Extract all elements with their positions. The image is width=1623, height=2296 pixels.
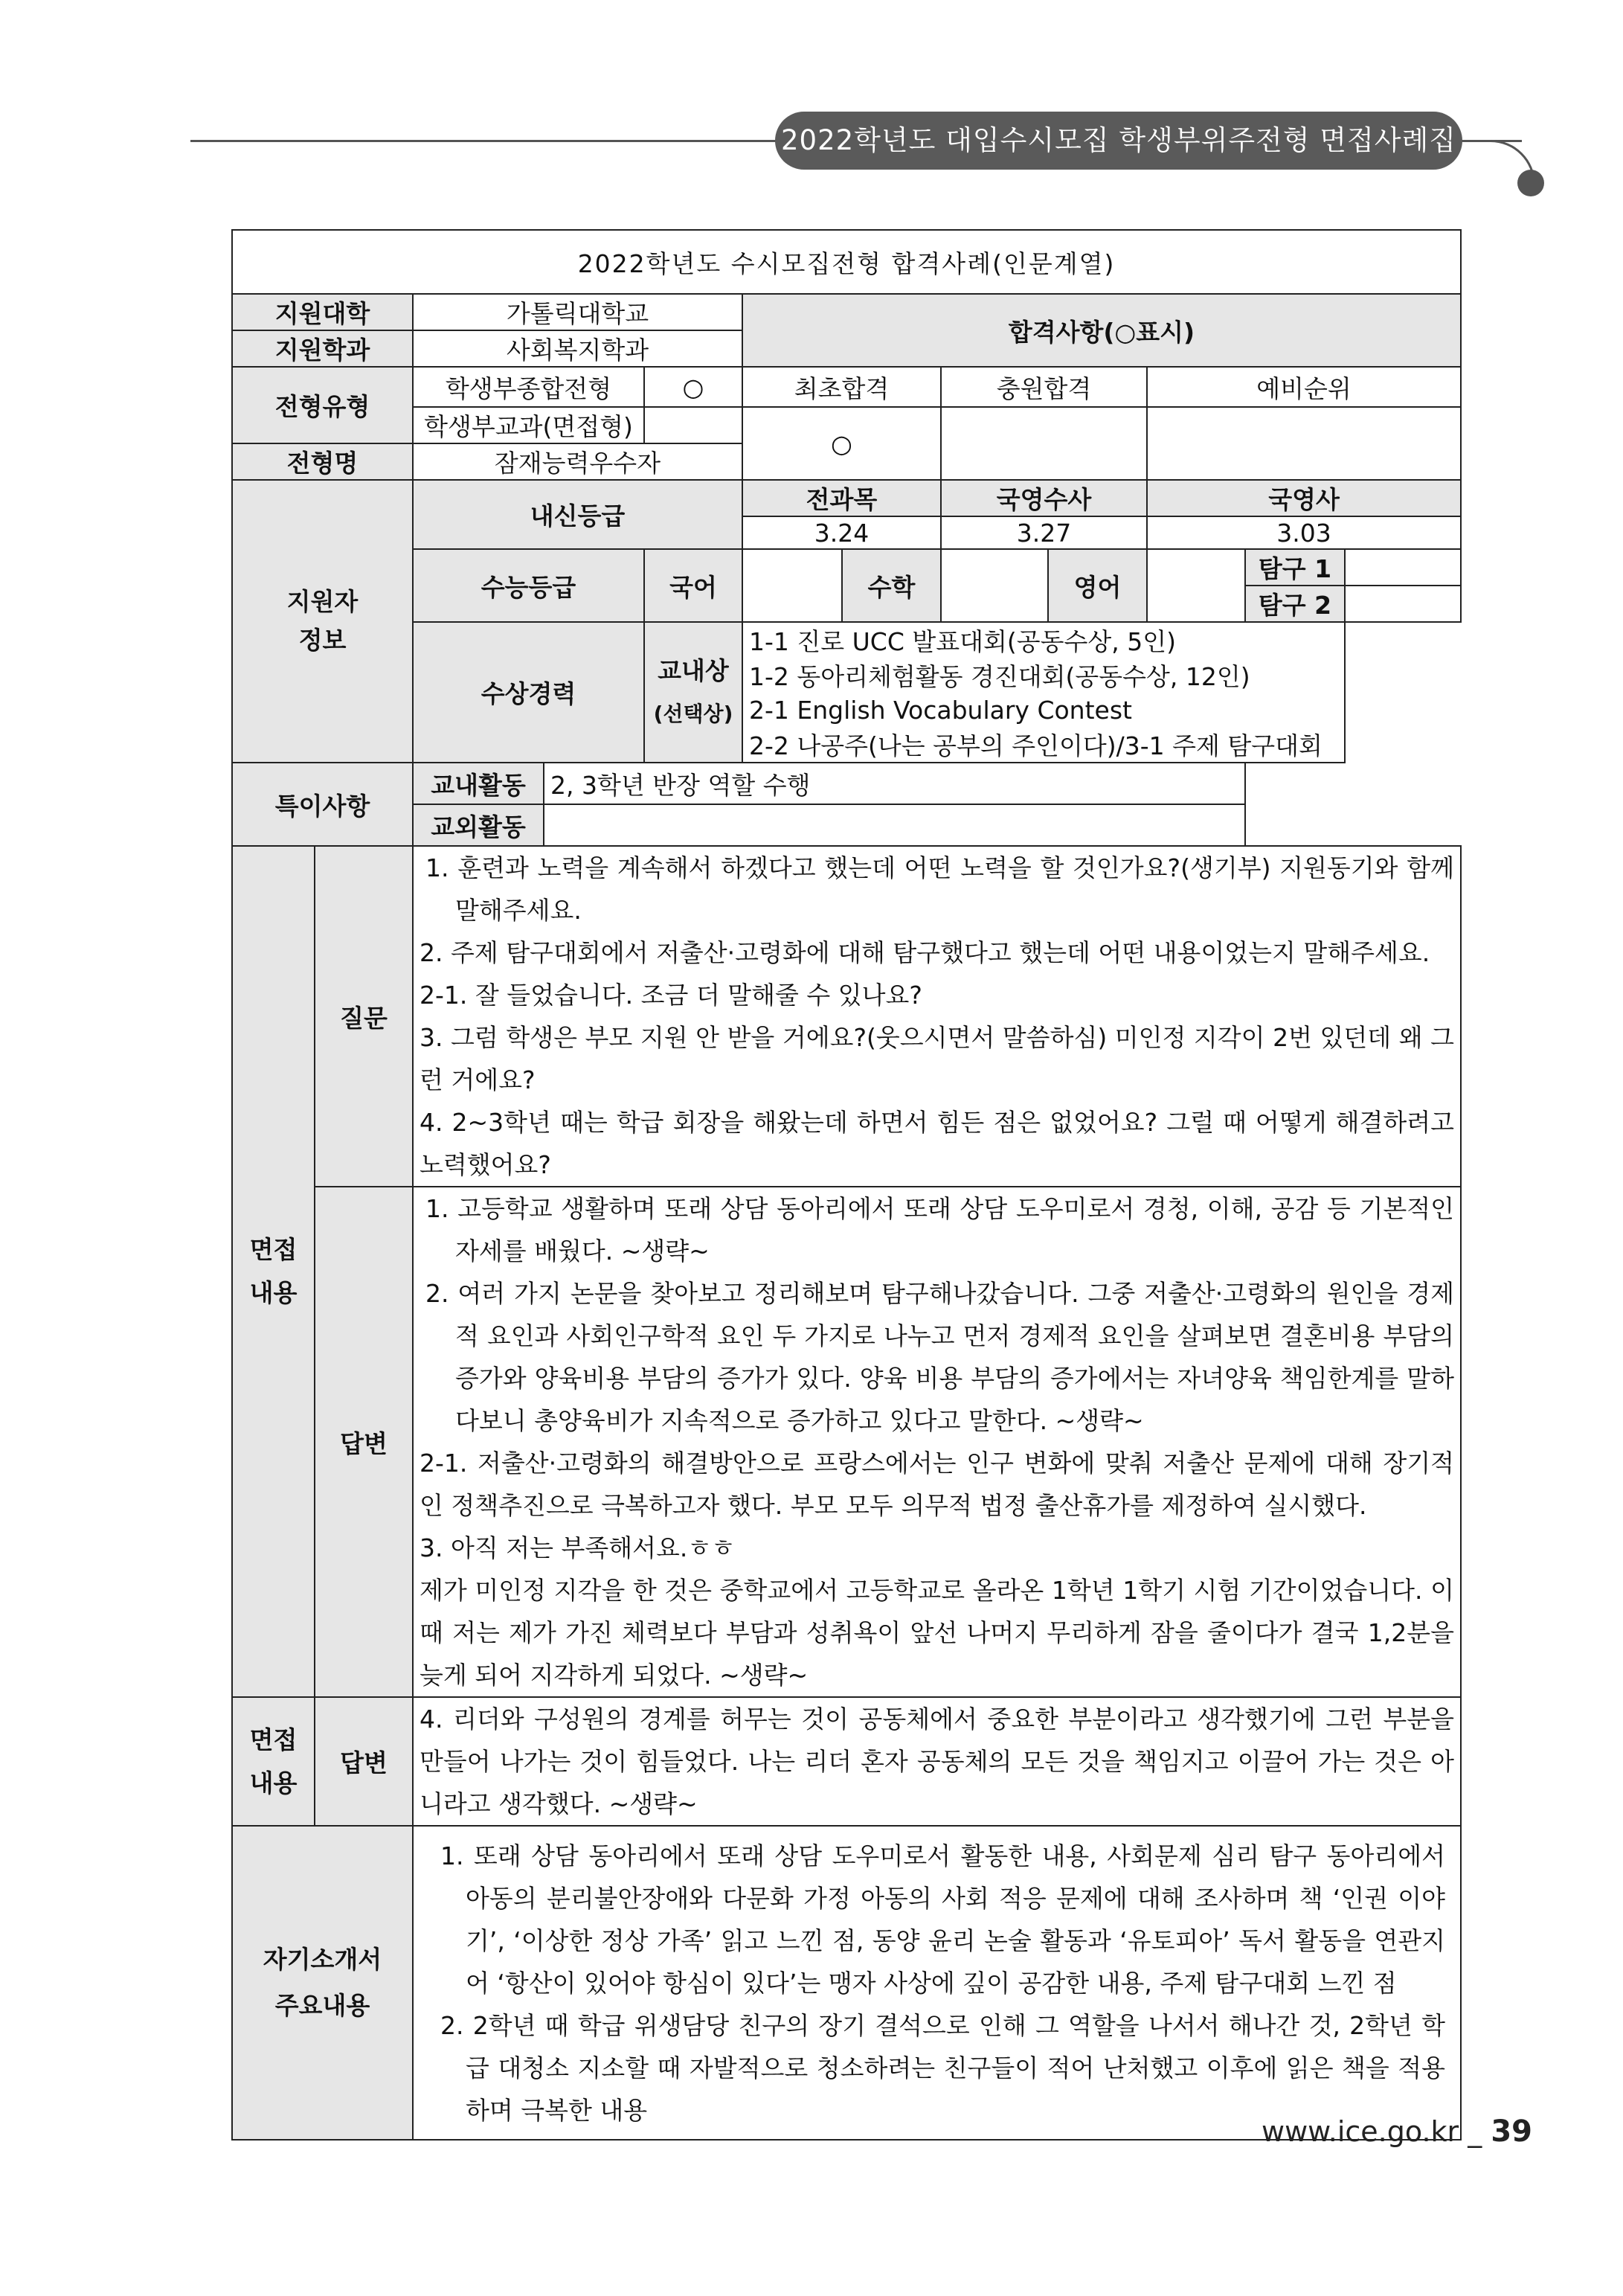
csat-inquiry-1-value — [1345, 549, 1461, 586]
answer-2-1: 2-1. 저출산·고령화의 해결방안으로 프랑스에서는 인구 변화에 맞춰 저출산 문제에 대해 장기적인 정책추진으로 극복하고자 했다. 부모 모두 의무적 법정 출산휴가를 제정하여 실시했다. — [420, 1449, 1455, 1520]
award-item-1: 1-1 진로 UCC 발표대회(공동수상, 5인) — [742, 622, 1345, 658]
answer-label: 답변 — [315, 1187, 413, 1697]
csat-english-label: 영어 — [1048, 549, 1147, 622]
question-4: 4. 2~3학년 때는 학급 회장을 해왔는데 하면서 힘든 점은 없었어요? 그럴 때 어떻게 해결하려고 노력했어요? — [420, 1108, 1455, 1179]
in-activity-label: 교내활동 — [413, 763, 544, 804]
essay-label — [232, 1826, 413, 2140]
univ-label: 지원대학 — [232, 294, 413, 330]
answer2-label: 답변 — [315, 1697, 413, 1826]
interview2-label-line-2: 내용 — [249, 1768, 298, 1798]
type-option-2-mark — [644, 407, 742, 443]
special-label: 특이사항 — [232, 763, 413, 846]
csat-inquiry-1-label: 탐구 1 — [1245, 549, 1345, 586]
document-title: 2022학년도 수시모집전형 합격사례(인문계열) — [232, 230, 1461, 294]
gpa-col-kes: 국영사 — [1147, 480, 1461, 516]
answer-1: 1. 고등학교 생활하며 또래 상담 동아리에서 또래 상담 도우미로서 경청, 이해, 공감 등 기본적인 자세를 배웠다. ~생략~ — [425, 1194, 1455, 1266]
essay-label-line-1: 자기소개서 — [263, 1945, 382, 1974]
csat-inquiry-2-label: 탐구 2 — [1245, 586, 1345, 622]
award-school-label — [644, 622, 742, 763]
header-dot — [1517, 170, 1544, 196]
gpa-value-kes: 3.03 — [1147, 516, 1461, 549]
award-item-2: 1-2 동아리체험활동 경진대회(공동수상, 12인) — [742, 658, 1345, 693]
award-label: 수상경력 — [413, 622, 644, 763]
answers-cell — [413, 1187, 1461, 1697]
essay-label-line-2: 주요내용 — [274, 1991, 370, 2020]
csat-korean-value — [742, 549, 842, 622]
result-col-waitlist: 예비순위 — [1147, 367, 1461, 407]
interview2-label-line-1: 면접 — [249, 1725, 298, 1754]
applicant-info-label — [232, 480, 413, 763]
result-label: 합격사항(○표시) — [742, 294, 1461, 367]
csat-math-label: 수학 — [842, 549, 941, 622]
type-option-2: 학생부교과(면접형) — [413, 407, 644, 443]
csat-label: 수능등급 — [413, 549, 644, 622]
gpa-col-all: 전과목 — [742, 480, 941, 516]
footer-site: www.ice.go.kr _ — [1262, 2115, 1491, 2148]
interview-label-line-1: 면접 — [249, 1235, 298, 1264]
dept-label: 지원학과 — [232, 330, 413, 367]
essay-cell — [413, 1826, 1461, 2140]
interview2-label — [232, 1697, 315, 1826]
csat-english-value — [1147, 549, 1245, 622]
question-2: 2. 주제 탐구대회에서 저출산·고령화에 대해 탐구했다고 했는데 어떤 내용이었는지 말해주세요. — [420, 938, 1430, 967]
award-school-label-2: (선택상) — [653, 701, 733, 726]
name-label: 전형명 — [232, 443, 413, 480]
result-col-additional: 충원합격 — [941, 367, 1147, 407]
answer-3-detail: 제가 미인정 지각을 한 것은 중학교에서 고등학교로 올라온 1학년 1학기 시험 기간이었습니다. 이때 저는 제가 가진 체력보다 부담과 성취욕이 앞선 나머지 무리하게 잠을 줄이다가 결국 1,2분을 늦게 되어 지각하게 되었다. ~생략~ — [420, 1576, 1455, 1690]
interview-label — [232, 846, 315, 1697]
gpa-col-kems: 국영수사 — [941, 480, 1147, 516]
question-3: 3. 그럼 학생은 부모 지원 안 받을 거에요?(웃으시면서 말씀하심) 미인정 지각이 2번 있던데 왜 그런 거에요? — [420, 1023, 1455, 1094]
dept-value: 사회복지학과 — [413, 330, 742, 367]
out-activity-label: 교외활동 — [413, 804, 544, 846]
essay-item-2: 2. 2학년 때 학급 위생담당 친구의 장기 결석으로 인해 그 역할을 나서서 해나간 것, 2학년 학급 대청소 지소할 때 자발적으로 청소하려는 친구들이 적어 난처했고 이후에 읽은 책을 적용하며 극복한 내용 — [440, 2010, 1446, 2125]
out-activity-value — [544, 804, 1245, 846]
questions-cell — [413, 846, 1461, 1187]
name-value: 잠재능력우수자 — [413, 443, 742, 480]
result-mark-initial: ○ — [742, 407, 941, 480]
page-footer — [1262, 2114, 1532, 2149]
in-activity-value: 2, 3학년 반장 역할 수행 — [544, 763, 1245, 804]
type-option-1: 학생부종합전형 — [413, 367, 644, 407]
result-mark-additional — [941, 407, 1147, 480]
gpa-value-all: 3.24 — [742, 516, 941, 549]
gpa-value-kems: 3.27 — [941, 516, 1147, 549]
type-option-1-mark: ○ — [644, 367, 742, 407]
award-item-3: 2-1 English Vocabulary Contest — [742, 693, 1345, 727]
gpa-label: 내신등급 — [413, 480, 742, 549]
question-1: 1. 훈련과 노력을 계속해서 하겠다고 했는데 어떤 노력을 할 것인가요?(생기부) 지원동기와 함께 말해주세요. — [425, 853, 1455, 925]
csat-korean-label: 국어 — [644, 549, 742, 622]
page-number: 39 — [1491, 2114, 1532, 2149]
applicant-label-line-2: 정보 — [298, 626, 347, 655]
essay-item-1: 1. 또래 상담 동아리에서 또래 상담 도우미로서 활동한 내용, 사회문제 심리 탐구 동아리에서 아동의 분리불안장애와 다문화 가정 아동의 사회 적응 문제에 대해 조사하며 책 ‘인권 이야기’, ‘이상한 정상 가족’ 읽고 느낀 점, 동양 윤리 논술 활동과 ‘유토피아’ 독서 활동을 연관지어 ‘항산이 있어야 항심이 있다’는 맹자 사상에 깊이 공감한 내용, 주제 탐구대회 느낀 점 — [440, 1841, 1446, 1998]
result-col-initial: 최초합격 — [742, 367, 941, 407]
header-title: 2022학년도 대입수시모집 학생부위주전형 면접사례집 — [775, 112, 1462, 170]
case-table — [231, 229, 1462, 2141]
answer-2: 2. 여러 가지 논문을 찾아보고 정리해보며 탐구해나갔습니다. 그중 저출산·고령화의 원인을 경제적 요인과 사회인구학적 요인 두 가지로 나누고 먼저 경제적 요인을 살펴보면 결혼비용 부담의 증가와 양육비용 부담의 증가가 있다. 양육 비용 부담의 증가에서는 자녀양육 책임한계를 말하다보니 총양육비가 지속적으로 증가하고 있다고 말한다. ~생략~ — [425, 1279, 1455, 1435]
question-2-1: 2-1. 잘 들었습니다. 조금 더 말해줄 수 있나요? — [420, 981, 922, 1010]
answer-4: 4. 리더와 구성원의 경계를 허무는 것이 공동체에서 중요한 부분이라고 생각했기에 그런 부분을 만들어 나가는 것이 힘들었다. 나는 리더 혼자 공동체의 모든 것을 책임지고 이끌어 가는 것은 아니라고 생각했다. ~생략~ — [413, 1697, 1461, 1826]
question-label: 질문 — [315, 846, 413, 1187]
type-label: 전형유형 — [232, 367, 413, 443]
award-item-4: 2-2 나공주(나는 공부의 주인이다)/3-1 주제 탐구대회 — [742, 727, 1345, 763]
csat-math-value — [941, 549, 1048, 622]
univ-value: 가톨릭대학교 — [413, 294, 742, 330]
applicant-label-line-1: 지원자 — [286, 587, 359, 616]
interview-label-line-2: 내용 — [249, 1278, 298, 1307]
csat-inquiry-2-value — [1345, 586, 1461, 622]
result-mark-waitlist — [1147, 407, 1461, 480]
answer-3: 3. 아직 저는 부족해서요.ㅎㅎ — [420, 1533, 736, 1562]
award-school-label-1: 교내상 — [658, 655, 729, 685]
